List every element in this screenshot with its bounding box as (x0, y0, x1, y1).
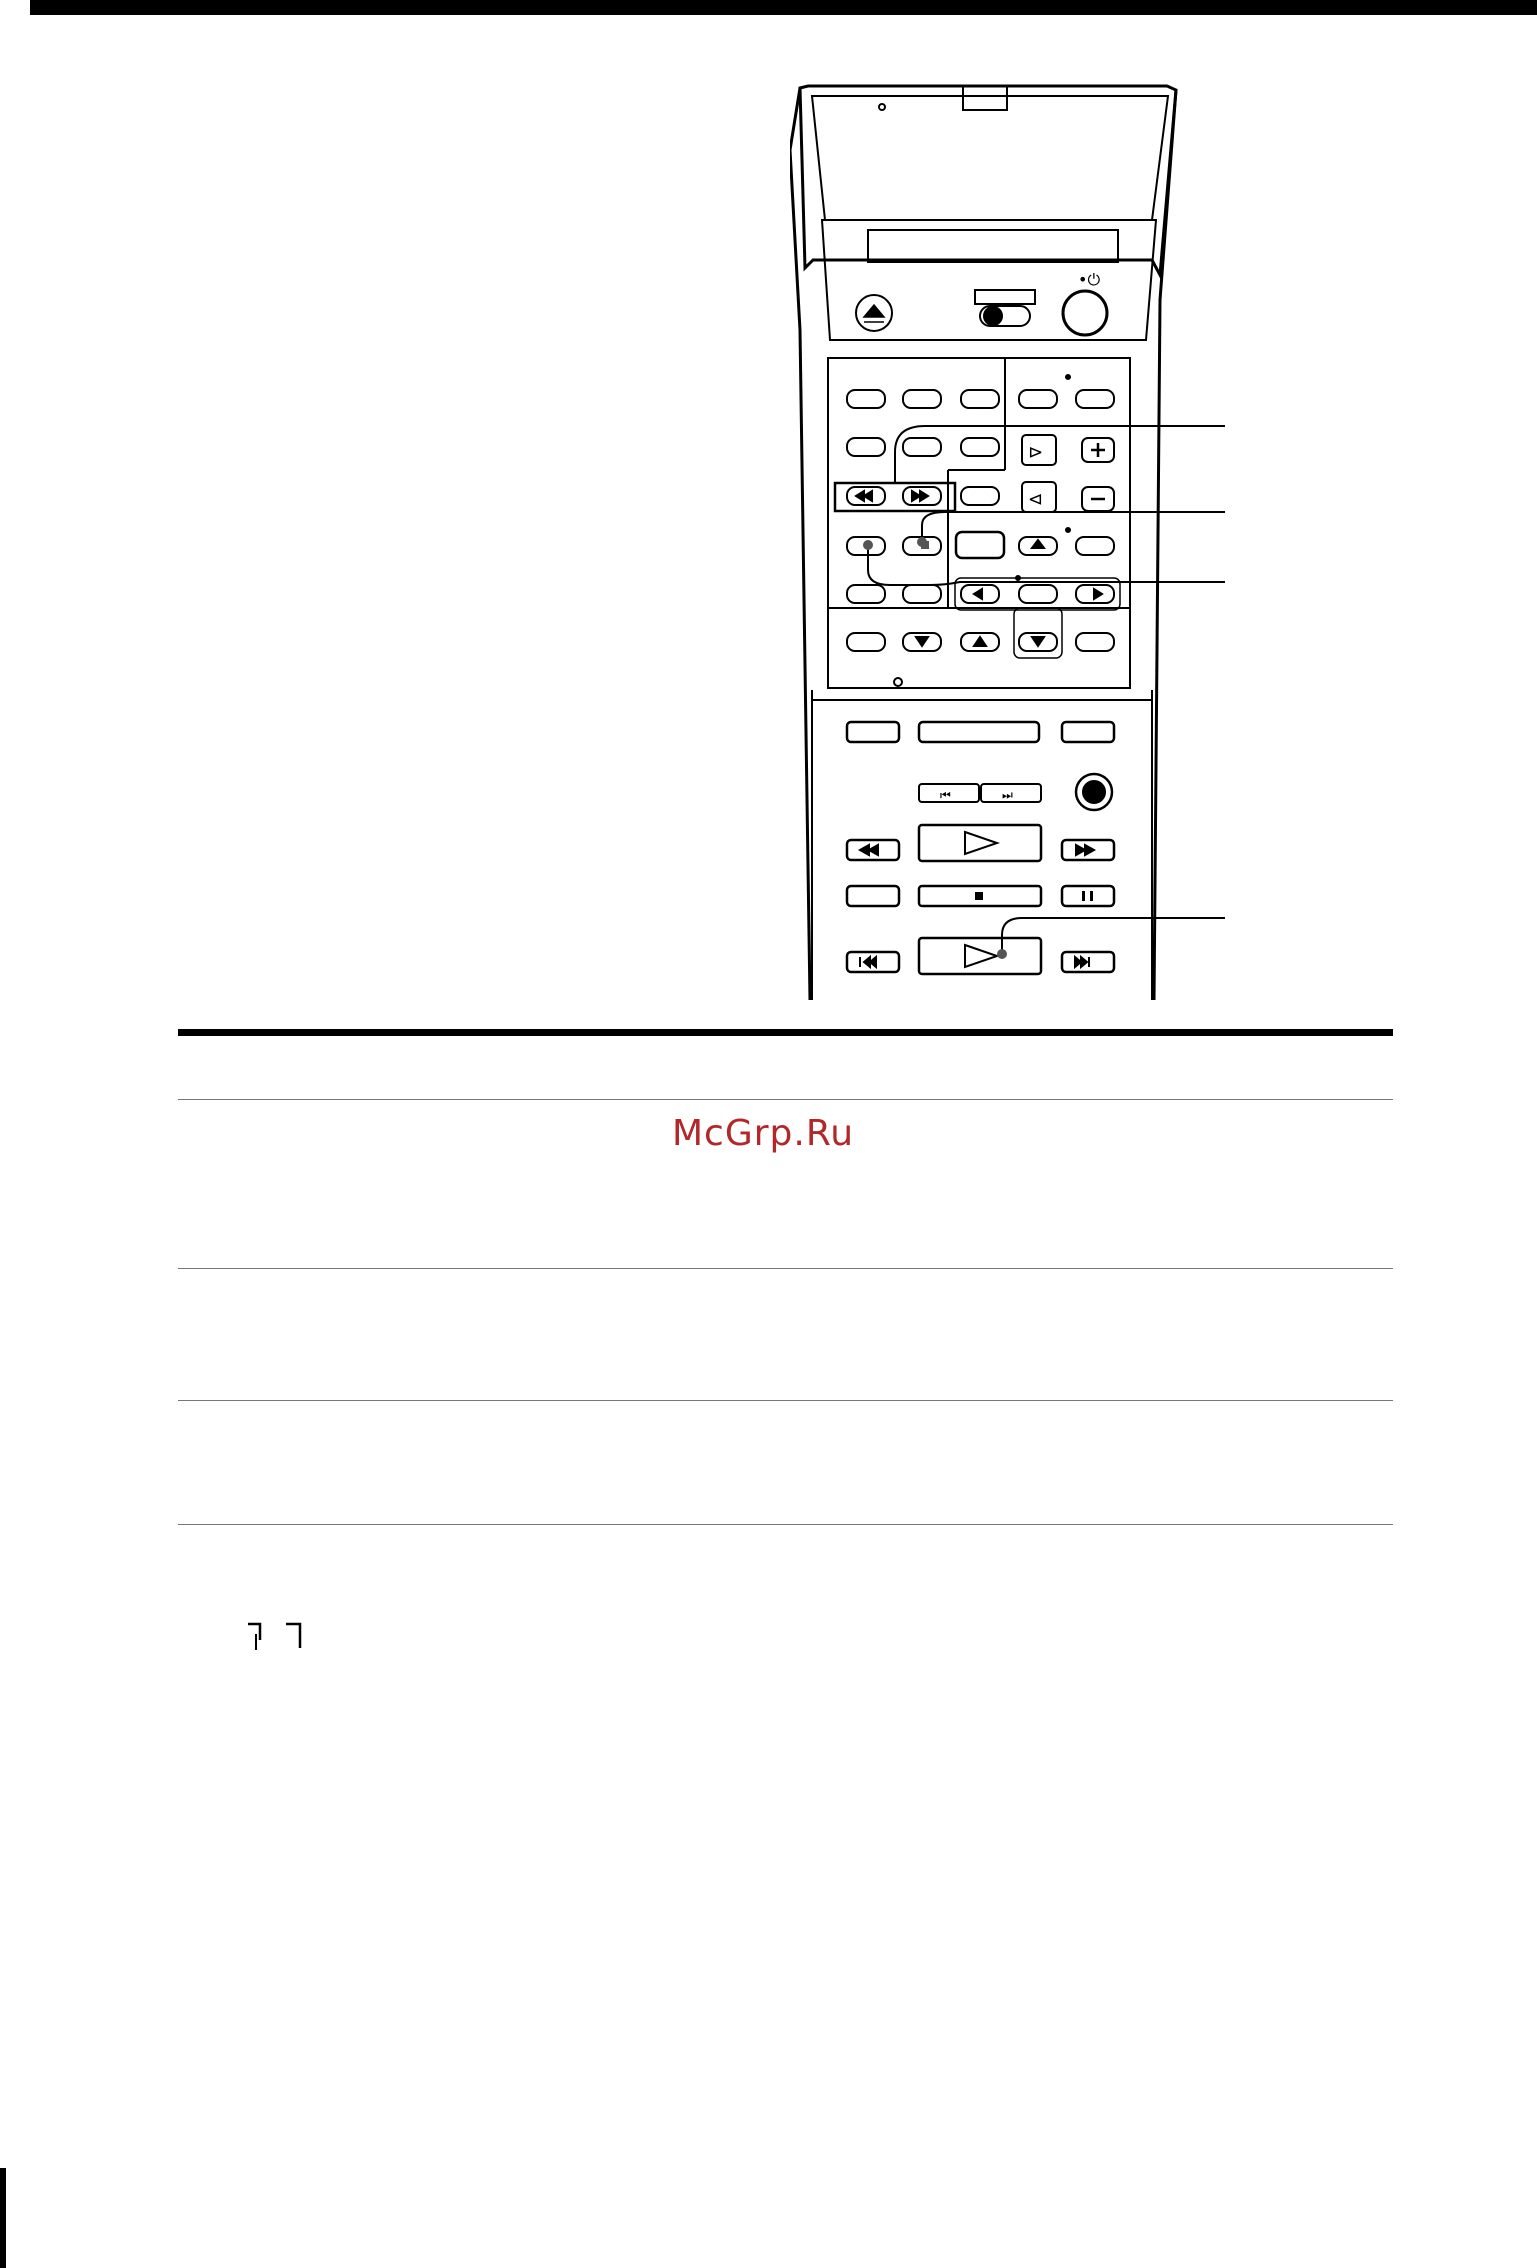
remote-body (790, 88, 810, 1000)
svg-text:⏮: ⏮ (940, 788, 951, 802)
callout-line-1 (895, 426, 1225, 484)
svg-text:⊲: ⊲ (1028, 489, 1044, 510)
remote-control-illustration (790, 60, 1250, 1005)
power-icon (1063, 291, 1107, 335)
table-divider (178, 1524, 1393, 1525)
section-rule (178, 1029, 1393, 1036)
callout-line-3 (868, 546, 1225, 585)
table-divider (178, 1400, 1393, 1401)
segment-display-glyph (246, 1620, 310, 1656)
watermark: McGrp.Ru (672, 1113, 855, 1154)
svg-text:•⏻: •⏻ (1078, 270, 1101, 289)
play-icon (919, 825, 1041, 861)
callout-line-4 (1002, 918, 1225, 954)
pause-icon (1062, 886, 1114, 906)
table-divider (178, 1099, 1393, 1100)
svg-text:⏭: ⏭ (1002, 788, 1013, 802)
header-bar (30, 0, 1537, 15)
remote-lid (800, 86, 1176, 275)
svg-text:⊳: ⊳ (1028, 442, 1044, 463)
remote-button-row-1 (847, 390, 1114, 408)
page-edge-mark (0, 2168, 6, 2268)
callout-line-2 (922, 512, 1225, 540)
table-divider (178, 1268, 1393, 1269)
